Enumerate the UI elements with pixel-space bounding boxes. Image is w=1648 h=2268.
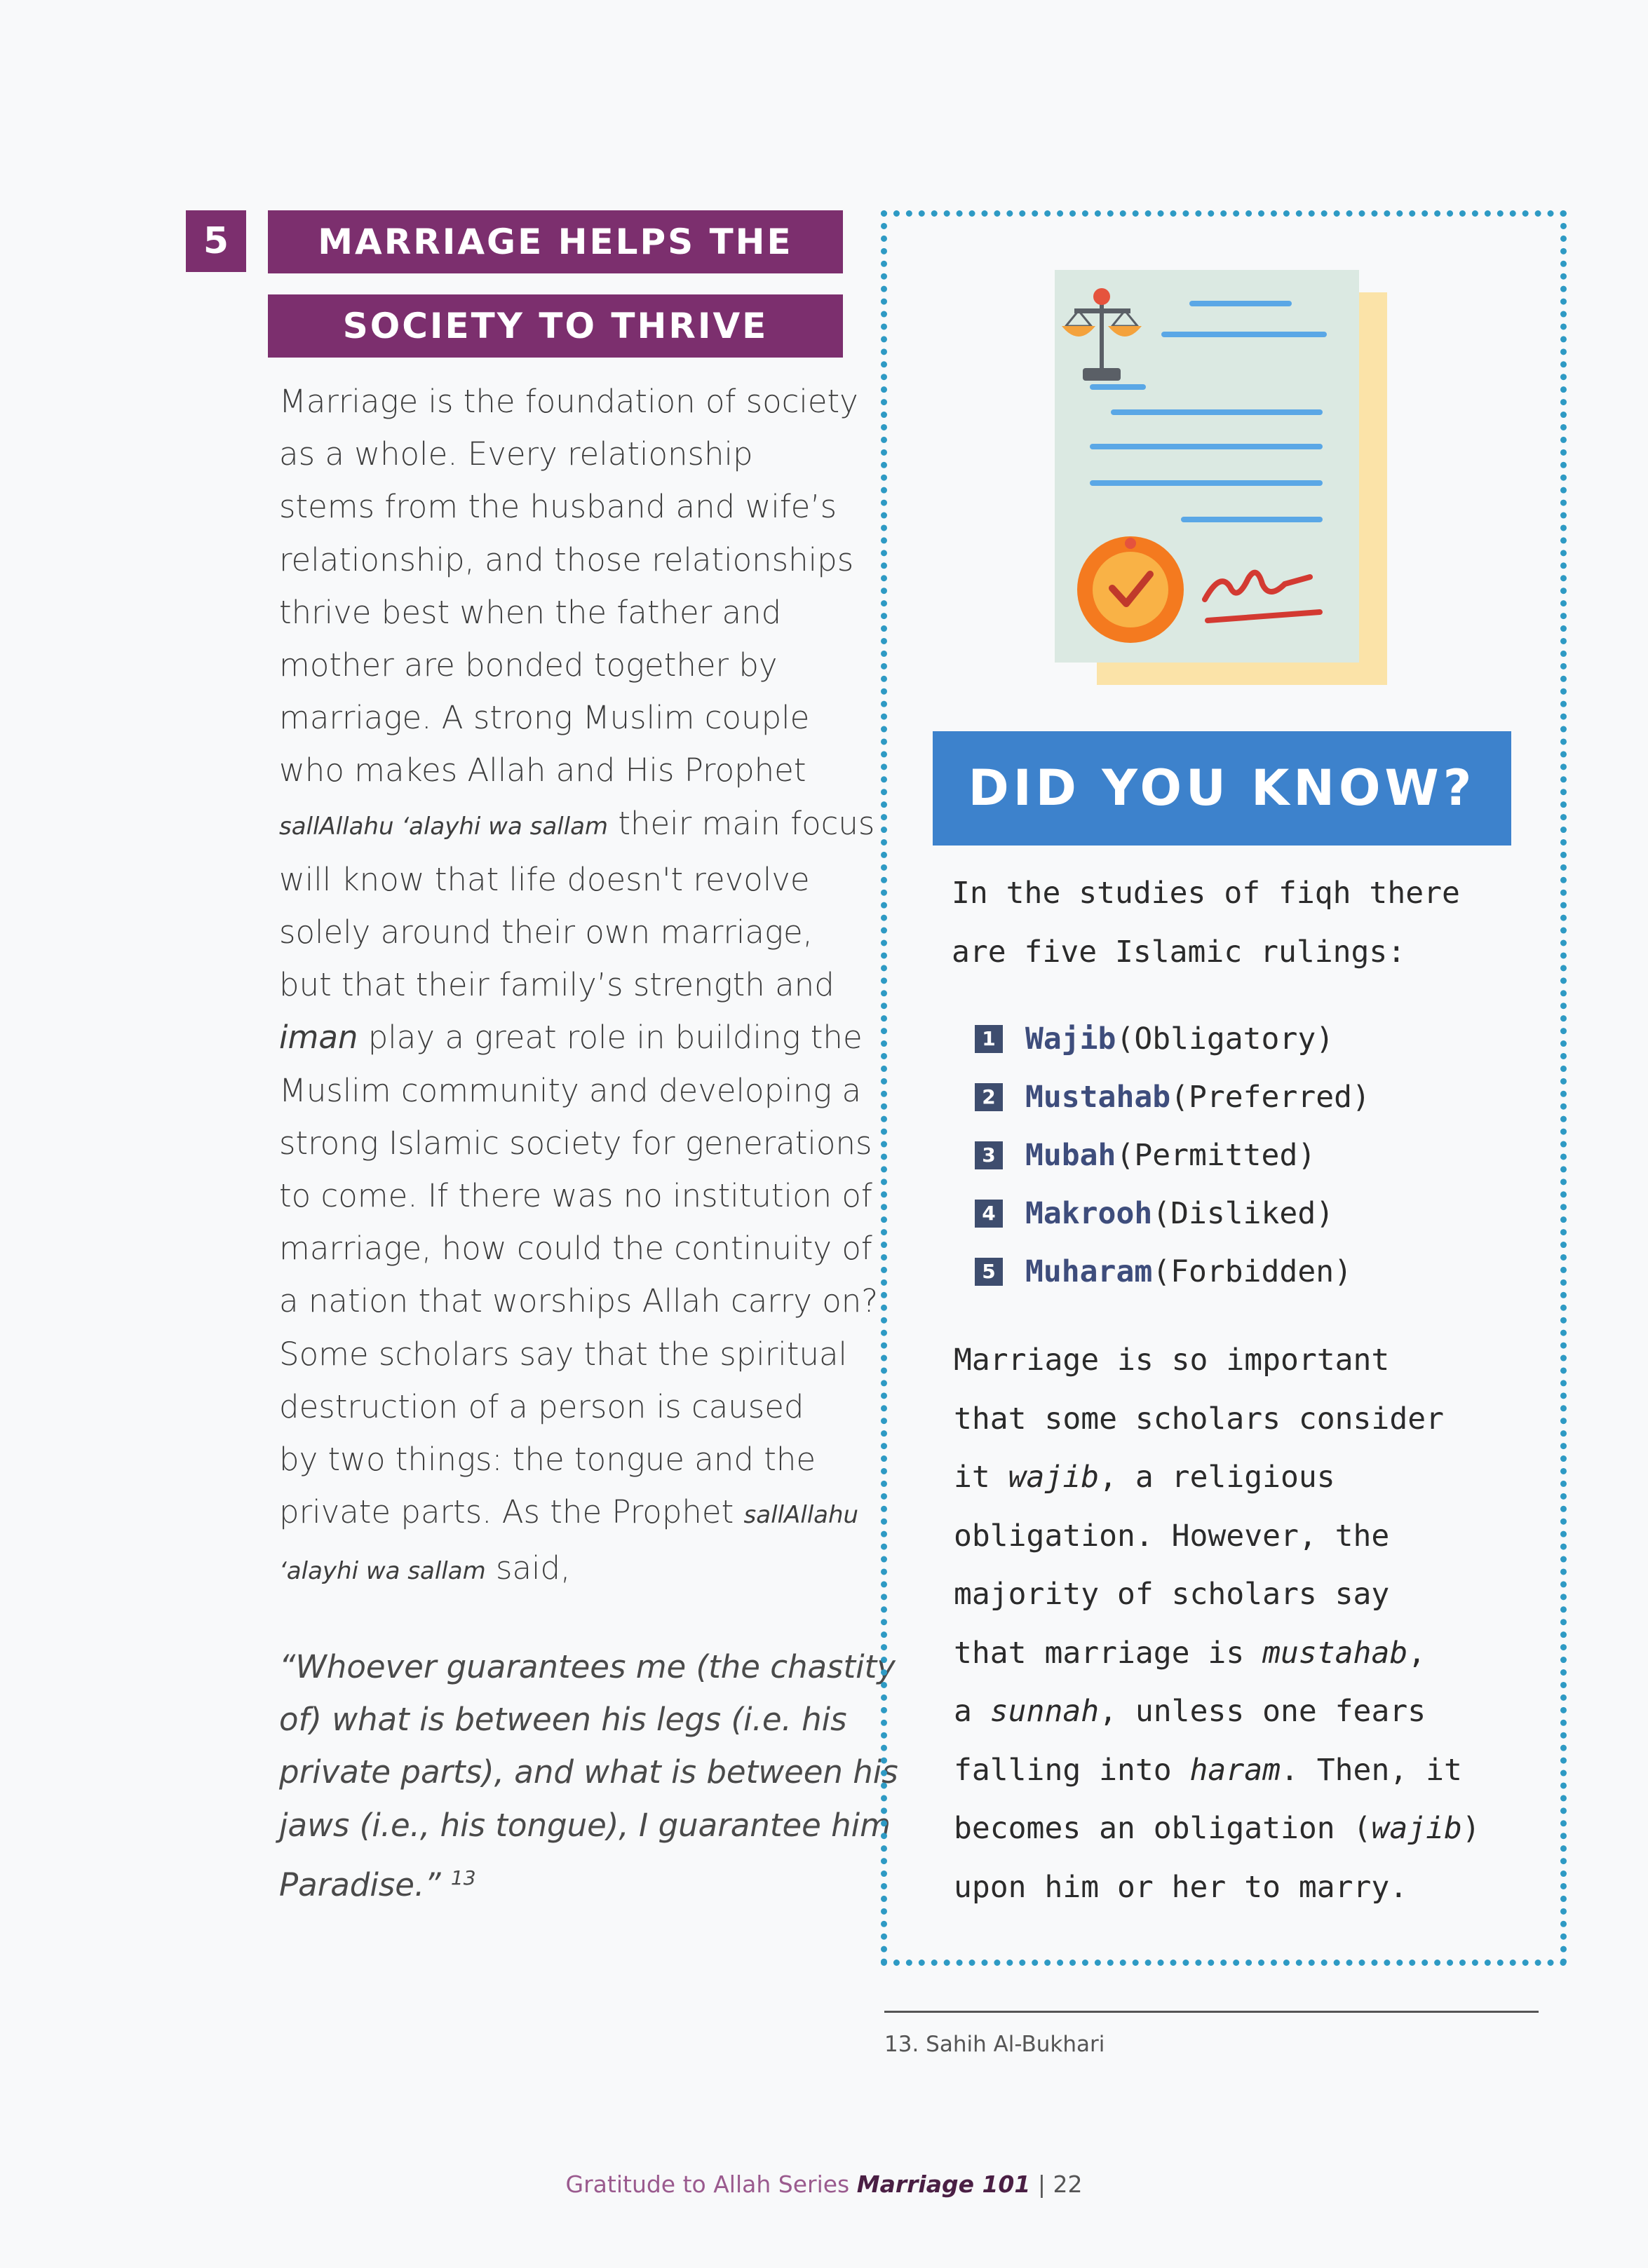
body-line: destruction of a person is caused bbox=[279, 1387, 804, 1425]
quote-line: jaws (i.e., his tongue), I guarantee him bbox=[279, 1806, 891, 1844]
ruling-meaning: (Permitted) bbox=[1116, 1137, 1316, 1173]
honorific: sallAllahu ‘alayhi wa sallam bbox=[279, 812, 609, 841]
quote-line: private parts), and what is between his bbox=[279, 1753, 898, 1791]
outro-fragment: a bbox=[954, 1694, 990, 1729]
did-you-know-heading: DID YOU KNOW? bbox=[933, 731, 1511, 846]
rulings-intro bbox=[952, 864, 1460, 982]
ruling-name: Makrooh bbox=[1025, 1195, 1153, 1231]
body-line bbox=[279, 1011, 863, 1064]
section-number: 5 bbox=[186, 210, 246, 272]
outro-line bbox=[954, 1624, 1480, 1683]
book-title: Marriage 101 bbox=[856, 2171, 1031, 2198]
body-line: marriage. A strong Muslim couple bbox=[279, 699, 810, 737]
ruling-item bbox=[975, 1010, 1370, 1068]
outro-line: obligation. However, the bbox=[954, 1518, 1390, 1554]
body-line: but that their family’s strength and bbox=[279, 966, 835, 1004]
outro-fragment: becomes an obligation ( bbox=[954, 1811, 1372, 1846]
outro-fragment: , bbox=[1407, 1635, 1426, 1671]
outro-line bbox=[954, 1741, 1480, 1800]
outro-line bbox=[954, 1683, 1480, 1741]
page-footer bbox=[0, 2171, 1648, 2198]
honorific: ‘alayhi wa sallam bbox=[279, 1557, 486, 1586]
body-line: who makes Allah and His Prophet bbox=[279, 752, 806, 789]
rulings-list bbox=[975, 1010, 1370, 1301]
term-mustahab: mustahab bbox=[1262, 1635, 1408, 1671]
body-line: by two things: the tongue and the bbox=[279, 1441, 816, 1479]
body-line: a nation that worships Allah carry on? bbox=[279, 1282, 879, 1320]
ruling-name: Muharam bbox=[1025, 1254, 1153, 1289]
term-wajib: wajib bbox=[1008, 1460, 1100, 1495]
intro-line: are five Islamic rulings: bbox=[952, 935, 1406, 970]
body-line: thrive best when the father and bbox=[279, 593, 782, 631]
outro-fragment: , a religious bbox=[1099, 1460, 1335, 1495]
body-line: relationship, and those relationships bbox=[279, 541, 854, 578]
body-line: Marriage is the foundation of society bbox=[279, 383, 858, 420]
ruling-name: Mustahab bbox=[1025, 1079, 1171, 1115]
term-haram: haram bbox=[1189, 1752, 1281, 1788]
section-title-line-2: SOCIETY TO THRIVE bbox=[268, 294, 843, 358]
ruling-meaning: (Forbidden) bbox=[1152, 1254, 1352, 1289]
honorific: sallAllahu bbox=[743, 1501, 859, 1530]
body-line bbox=[279, 1542, 854, 1598]
outro-line: that some scholars consider bbox=[954, 1401, 1444, 1437]
footnote: 13. Sahih Al-Bukhari bbox=[884, 2032, 1105, 2057]
outro-fragment: . Then, it bbox=[1281, 1752, 1462, 1788]
ruling-item bbox=[975, 1184, 1370, 1242]
body-line: as a whole. Every relationship bbox=[279, 435, 753, 473]
outro-line bbox=[954, 1448, 1480, 1507]
outro-fragment: ) bbox=[1461, 1811, 1480, 1846]
body-fragment: play a great role in building the bbox=[358, 1019, 863, 1057]
quote-line: “Whoever guarantees me (the chastity bbox=[279, 1648, 896, 1685]
ruling-meaning: (Preferred) bbox=[1170, 1079, 1370, 1115]
check-seal-icon bbox=[1077, 536, 1184, 643]
ruling-name: Wajib bbox=[1025, 1021, 1116, 1057]
outro-line: upon him or her to marry. bbox=[954, 1869, 1408, 1905]
body-line: marriage, how could the continuity of bbox=[279, 1230, 872, 1268]
ruling-number: 3 bbox=[975, 1141, 1003, 1169]
body-fragment: said, bbox=[485, 1549, 571, 1587]
ruling-number: 1 bbox=[975, 1025, 1003, 1053]
body-fragment: their main focus bbox=[608, 804, 875, 842]
outro-fragment: it bbox=[954, 1460, 1008, 1495]
outro-fragment: that marriage is bbox=[954, 1635, 1263, 1671]
body-text bbox=[279, 375, 879, 1598]
series-title: Gratitude to Allah Series bbox=[565, 2171, 857, 2198]
ruling-item bbox=[975, 1126, 1370, 1184]
ruling-item bbox=[975, 1068, 1370, 1126]
body-fragment: private parts. As the Prophet bbox=[279, 1493, 744, 1531]
outro-fragment: falling into bbox=[954, 1752, 1190, 1788]
ruling-number: 5 bbox=[975, 1258, 1003, 1286]
body-line: Muslim community and developing a bbox=[279, 1071, 862, 1109]
term-wajib: wajib bbox=[1371, 1811, 1462, 1846]
footer-separator: | bbox=[1030, 2171, 1053, 2198]
intro-line: In the studies of fiqh there bbox=[952, 876, 1460, 911]
outro-line bbox=[954, 1800, 1480, 1859]
page-number: 22 bbox=[1053, 2171, 1083, 2198]
quote-fragment: Paradise.” bbox=[279, 1866, 441, 1903]
term-sunnah: sunnah bbox=[990, 1694, 1100, 1729]
ruling-name: Mubah bbox=[1025, 1137, 1116, 1173]
body-line: Some scholars say that the spiritual bbox=[279, 1335, 848, 1373]
body-line: mother are bonded together by bbox=[279, 646, 778, 684]
body-line: stems from the husband and wife’s bbox=[279, 488, 837, 526]
section-title-line-1: MARRIAGE HELPS THE bbox=[268, 210, 843, 273]
document-icon bbox=[1038, 270, 1403, 691]
ruling-number: 4 bbox=[975, 1200, 1003, 1228]
ruling-meaning: (Obligatory) bbox=[1116, 1021, 1335, 1057]
ruling-number: 2 bbox=[975, 1083, 1003, 1111]
outro-line: majority of scholars say bbox=[954, 1577, 1390, 1612]
body-line: strong Islamic society for generations bbox=[279, 1124, 872, 1162]
rulings-conclusion bbox=[954, 1331, 1480, 1917]
ruling-item bbox=[975, 1242, 1370, 1301]
quote-line: of) what is between his legs (i.e. his bbox=[279, 1701, 847, 1739]
outro-line: Marriage is so important bbox=[954, 1343, 1390, 1378]
body-line: solely around their own marriage, bbox=[279, 914, 813, 951]
footnote-divider bbox=[884, 2011, 1539, 2013]
footnote-reference: 13 bbox=[450, 1866, 476, 1889]
hadith-quote bbox=[279, 1641, 898, 1911]
ruling-meaning: (Disliked) bbox=[1152, 1195, 1335, 1231]
body-line bbox=[279, 1486, 859, 1542]
outro-fragment: , unless one fears bbox=[1099, 1694, 1426, 1729]
body-line: will know that life doesn't revolve bbox=[279, 860, 810, 898]
quote-line bbox=[279, 1852, 854, 1911]
body-line: to come. If there was no institution of bbox=[279, 1177, 872, 1215]
term-iman: iman bbox=[279, 1019, 358, 1057]
body-line bbox=[279, 797, 875, 853]
